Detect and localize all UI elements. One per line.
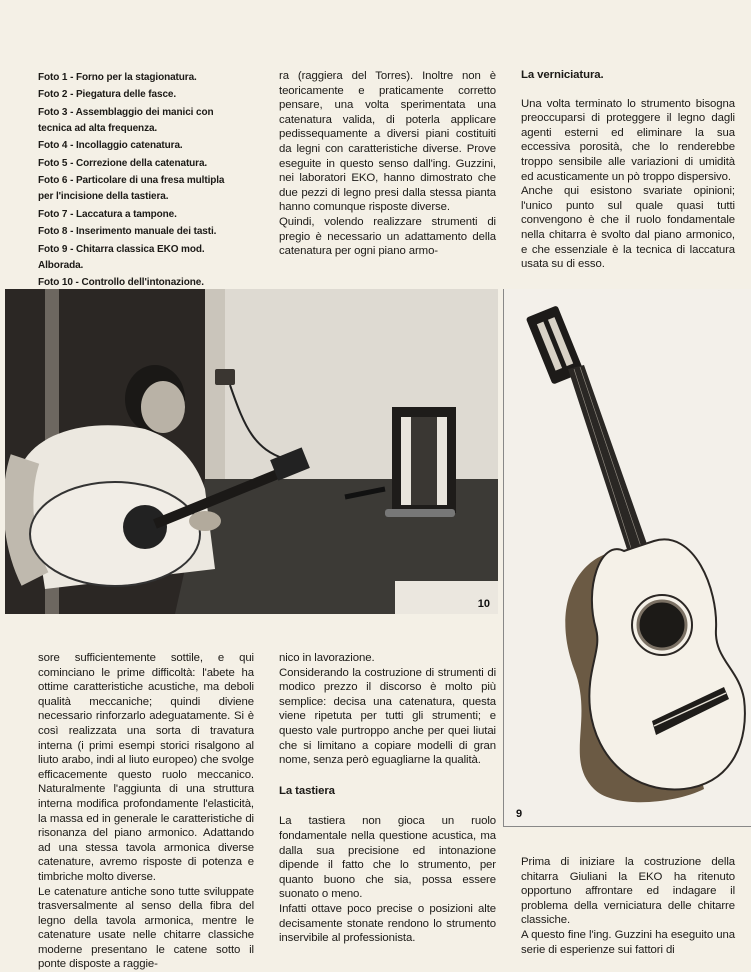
photo-10-guitarist <box>5 289 498 614</box>
photo-9-number: 9 <box>516 808 522 820</box>
tastiera-p1: La tastiera non gioca un ruolo fondamentale nella questione acustica, ma dalla sua precisione ed intonazione dipende il fatto che lo strumento, per quanto buono che sia, possa essere suonato o meno. <box>279 814 496 902</box>
bottom-right-column <box>521 855 735 957</box>
verniciatura-p2: Anche qui esistono svariate opinioni; l'unico punto sul quale quasi tutti convengono è che il ruolo fondamentale nella chitarra è svolto dal piano armonico, e che essenziale è la tecnica di laccatura usata su di esso. <box>521 184 735 272</box>
top-middle-text: ra (raggiera del Torres). Inoltre non è teoricamente e praticamente corretto pensare, una volta sperimentata una catenatura valida, di poterla applicare pedissequamente a diversi piani costituiti da legni con caratteristiche diverse. Prove eseguite in questo senso dall'ing. Guzzini, nei laboratori EKO, hanno dimostrato che due pezzi di legno presi dalla stessa pianta hanno comunque risposte diverse. <box>279 69 496 215</box>
caption-5: Foto 5 - Correzione della catenatura. <box>38 156 238 172</box>
photo-10-number: 10 <box>478 598 490 610</box>
bottom-middle-p1: nico in lavorazione. <box>279 651 496 666</box>
classical-guitar-illustration <box>504 289 751 826</box>
caption-4: Foto 4 - Incollaggio catenatura. <box>38 138 238 154</box>
caption-1: Foto 1 - Forno per la stagionatura. <box>38 70 238 86</box>
verniciatura-heading: La verniciatura. <box>521 68 735 83</box>
bottom-right-p2: A questo fine l'ing. Guzzini ha eseguito una serie di esperienze sui fattori di <box>521 928 735 957</box>
guitarist-illustration <box>5 289 498 614</box>
verniciatura-p1: Una volta terminato lo strumento bisogna preoccuparsi di proteggere il legno dagli agenti esterni ed eliminare la sua eccessiva porosità, che lo renderebbe troppo sensibile alle variazioni di umidità ed acusticamente un pò troppo dispersivo. <box>521 97 735 185</box>
caption-2: Foto 2 - Piegatura delle fasce. <box>38 87 238 103</box>
tastiera-heading: La tastiera <box>279 784 496 799</box>
top-middle-text-2: Quindi, volendo realizzare strumenti di pregio è necessario un adattamento della catenatura per ogni piano armo- <box>279 215 496 259</box>
caption-3: Foto 3 - Assemblaggio dei manici con tecnica ad alta frequenza. <box>38 105 238 137</box>
caption-10: Foto 10 - Controllo dell'intonazione. <box>38 275 238 291</box>
caption-6: Foto 6 - Particolare di una fresa multipla per l'incisione della tastiera. <box>38 173 238 205</box>
bottom-left-p1: sore sufficientemente sottile, e qui cominciano le prime difficoltà: l'abete ha ottime caratteristiche acustiche, ma deboli qualità meccaniche; quindi diviene necessario rinforzarlo adeguatamente. Si è così realizzata una sorta di travatura interna (i primi esempi storici risalgono al liuto arabo, indi al liuto europeo) che svolge efficacemente questo ruolo meccanico. Naturalmente l'aggiunta di una struttura interna modifica profondamente l'elasticità, la massa ed in generale le caratteristiche di risonanza del piano armonico. Adattando ad una stessa tavola armonica diverse catenature, avremo risposte di potenza e timbriche molto diverse. <box>38 651 254 885</box>
verniciatura-section <box>521 68 735 272</box>
bottom-left-column <box>38 651 254 972</box>
bottom-middle-column <box>279 651 496 946</box>
caption-8: Foto 8 - Inserimento manuale dei tasti. <box>38 224 238 240</box>
photo-9-guitar <box>503 289 751 827</box>
caption-9: Foto 9 - Chitarra classica EKO mod. Alborada. <box>38 242 238 274</box>
bottom-middle-p2: Considerando la costruzione di strumenti di modico prezzo il discorso è molto più semplice: decisa una catenatura, questa viene ripetuta per tutti gli strumenti; e questo vale purtroppo anche per quei liutai che si limitano a copiare modelli di gran nome, senza però eguagliarne la qualità. <box>279 666 496 768</box>
caption-7: Foto 7 - Laccatura a tampone. <box>38 207 238 223</box>
bottom-left-p2: Le catenature antiche sono tutte sviluppate trasversalmente al senso della fibra del legno della tavola armonica, mentre le catenature usate nelle chitarre classiche moderne presentano le catene sotto il ponte disposte a raggie- <box>38 885 254 972</box>
photo-captions <box>38 70 238 293</box>
tastiera-p2: Infatti ottave poco precise o posizioni alte decisamente stonate rendono lo strumento inservibile al professionista. <box>279 902 496 946</box>
bottom-right-p1: Prima di iniziare la costruzione della chitarra Giuliani la EKO ha ritenuto opportuno affrontare ed indagare il problema della verniciatura delle chitarre classiche. <box>521 855 735 928</box>
top-middle-column <box>279 69 496 259</box>
